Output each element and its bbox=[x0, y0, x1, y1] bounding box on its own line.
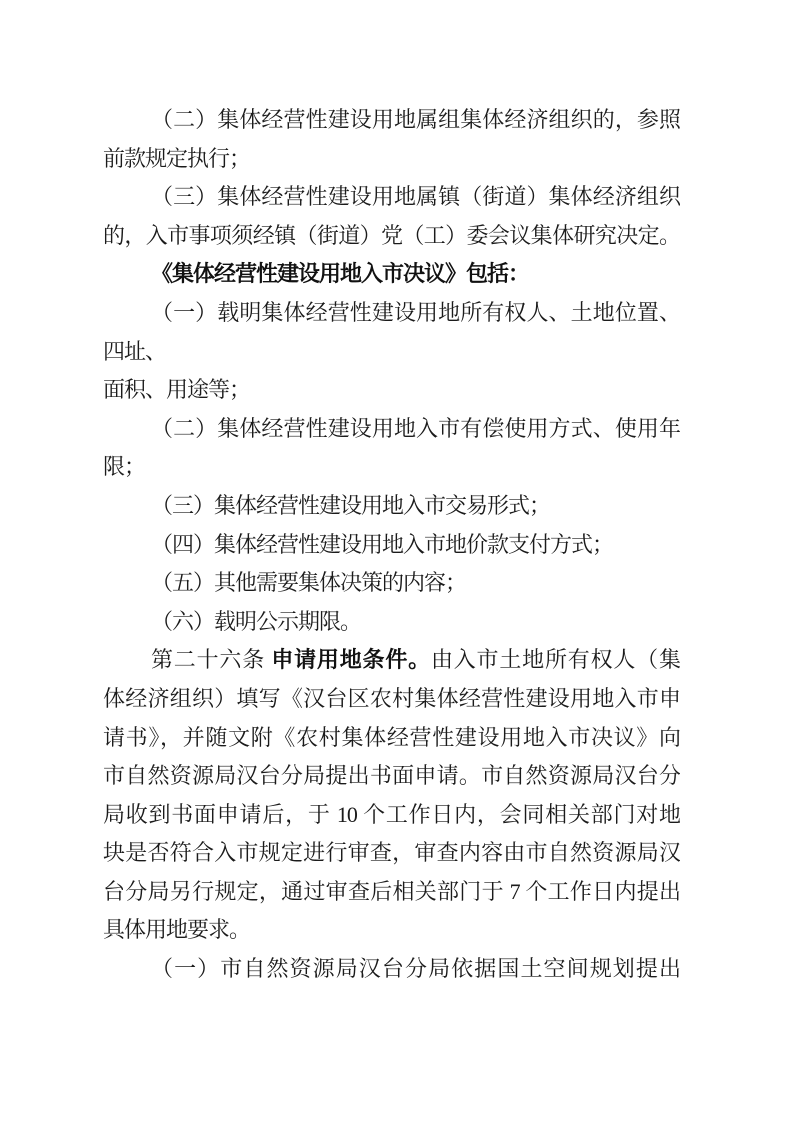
text-line bbox=[103, 680, 680, 719]
bold-text-segment: 《集体经营性建设用地入市决议》包括： bbox=[151, 261, 530, 287]
text-line bbox=[103, 796, 680, 835]
body-text-segment: （二）集体经营性建设用地入市有偿使用方式、使用年 bbox=[151, 415, 680, 441]
body-text-segment: （四）集体经营性建设用地入市地价款支付方式； bbox=[151, 531, 614, 557]
text-line bbox=[103, 719, 680, 758]
text-line bbox=[103, 641, 680, 680]
text-line bbox=[103, 371, 680, 410]
text-line bbox=[103, 873, 680, 912]
body-text-segment: 面积、用途等； bbox=[103, 377, 251, 403]
text-line bbox=[103, 564, 680, 603]
body-text-segment: 局收到书面申请后，于 10 个工作日内，会同相关部门对地 bbox=[103, 801, 680, 827]
text-line bbox=[103, 294, 680, 333]
text-line bbox=[103, 178, 680, 217]
text-line bbox=[103, 333, 680, 372]
text-line bbox=[103, 603, 680, 642]
body-text-segment: 块是否符合入市规定进行审查，审查内容由市自然资源局汉 bbox=[103, 840, 680, 866]
body-text-segment: 第二十六条 bbox=[151, 647, 272, 673]
body-text-segment: 市自然资源局汉台分局提出书面申请。市自然资源局汉台分 bbox=[103, 763, 680, 789]
body-text-segment: 限； bbox=[103, 454, 146, 480]
body-text-segment: 前款规定执行； bbox=[103, 145, 251, 171]
text-line bbox=[103, 950, 680, 989]
text-line bbox=[103, 487, 680, 526]
body-text-segment: （六）载明公示期限。 bbox=[151, 608, 362, 634]
text-line bbox=[103, 911, 680, 950]
body-text-segment: 的，入市事项须经镇（街道）党（工）委会议集体研究决定。 bbox=[103, 222, 680, 248]
text-line bbox=[103, 255, 680, 294]
bold-text-segment: 申请用地条件。 bbox=[271, 647, 431, 673]
body-text-segment: （三）集体经营性建设用地入市交易形式； bbox=[151, 492, 551, 518]
body-text-segment: （五）其他需要集体决策的内容； bbox=[151, 570, 467, 596]
document-content bbox=[103, 101, 680, 989]
body-text-segment: 四址、 bbox=[103, 338, 167, 364]
text-line bbox=[103, 101, 680, 140]
body-text-segment: 请书》，并随文附《农村集体经营性建设用地入市决议》向 bbox=[103, 724, 680, 750]
text-line bbox=[103, 410, 680, 449]
body-text-segment: 体经济组织）填写《汉台区农村集体经营性建设用地入市申 bbox=[103, 685, 680, 711]
body-text-segment: （一）市自然资源局汉台分局依据国土空间规划提出 bbox=[151, 956, 680, 982]
body-text-segment: 由入市土地所有权人（集 bbox=[430, 647, 680, 673]
text-line bbox=[103, 140, 680, 179]
text-line bbox=[103, 757, 680, 796]
text-line bbox=[103, 217, 680, 256]
text-line bbox=[103, 834, 680, 873]
body-text-segment: 具体用地要求。 bbox=[103, 917, 251, 943]
text-line bbox=[103, 448, 680, 487]
body-text-segment: 台分局另行规定，通过审查后相关部门于 7 个工作日内提出 bbox=[103, 878, 680, 904]
text-line bbox=[103, 526, 680, 565]
body-text-segment: （二）集体经营性建设用地属组集体经济组织的，参照 bbox=[151, 107, 680, 132]
body-text-segment: （三）集体经营性建设用地属镇（街道）集体经济组织 bbox=[151, 184, 680, 210]
body-text-segment: （一）载明集体经营性建设用地所有权人、土地位置、 bbox=[151, 299, 680, 325]
